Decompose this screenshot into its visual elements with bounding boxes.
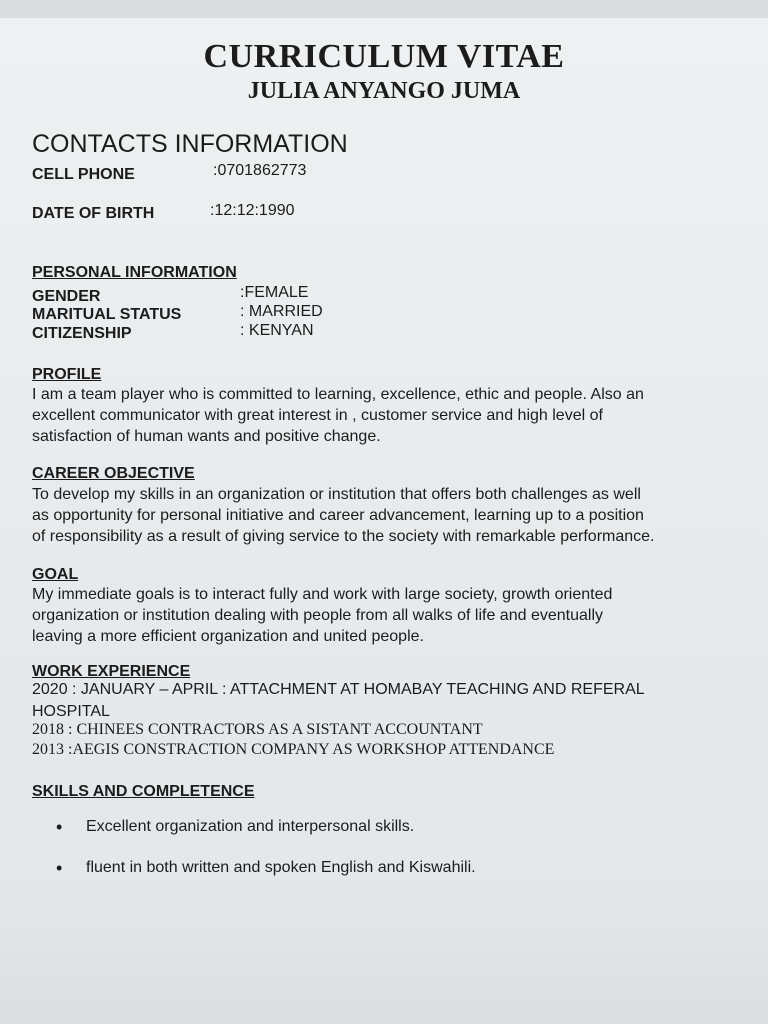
- career-objective-text: [32, 474, 752, 547]
- personal-info-heading: PERSONAL INFORMATION: [32, 264, 237, 281]
- career-objective-line: as opportunity for personal initiative and career advancement, learning up to a position: [32, 507, 644, 524]
- applicant-name: JULIA ANYANGO JUMA: [247, 78, 521, 104]
- goal-line: My immediate goals is to interact fully and work with large society, growth oriented: [32, 586, 613, 603]
- gender-label: GENDER: [32, 288, 101, 305]
- list-item: • fluent in both written and spoken English and Kiswahili.: [56, 859, 476, 900]
- citizenship-value: : KENYAN: [240, 322, 314, 339]
- cv-page: [0, 18, 768, 1024]
- skills-heading: SKILLS AND COMPLETENCE: [32, 783, 255, 800]
- paper-shading: [0, 904, 768, 1024]
- citizenship-label: CITIZENSHIP: [32, 325, 132, 342]
- profile-line: I am a team player who is committed to learning, excellence, ethic and people. Also an: [32, 386, 644, 403]
- career-objective-heading: CAREER OBJECTIVE: [32, 465, 195, 482]
- profile-heading: PROFILE: [32, 366, 102, 383]
- goal-line: organization or institution dealing with people from all walks of life and eventually: [32, 607, 603, 624]
- goal-heading: GOAL: [32, 566, 79, 583]
- dob-value: :12:12:1990: [210, 202, 295, 219]
- work-entry-2020: 2020 : JANUARY – APRIL : ATTACHMENT AT HOMABAY TEACHING AND REFERAL: [32, 681, 645, 698]
- contacts-heading: CONTACTS INFORMATION: [32, 130, 348, 158]
- marital-value: : MARRIED: [240, 303, 323, 320]
- profile-line: excellent communicator with great interest in , customer service and high level of: [32, 407, 603, 424]
- career-objective-line: To develop my skills in an organization or institution that offers both challenges as well: [32, 486, 641, 503]
- list-item: • Excellent organization and interpersonal skills.: [56, 818, 476, 859]
- cell-phone-label: CELL PHONE: [32, 166, 135, 183]
- gender-value: :FEMALE: [240, 284, 309, 301]
- profile-line: satisfaction of human wants and positive change.: [32, 428, 381, 445]
- dob-label: DATE OF BIRTH: [32, 205, 155, 222]
- career-objective-line: of responsibility as a result of giving service to the society with remarkable performance.: [32, 528, 655, 545]
- goal-line: leaving a more efficient organization and united people.: [32, 628, 424, 645]
- skills-list: [56, 818, 476, 900]
- cv-title: CURRICULUM VITAE: [203, 38, 565, 75]
- marital-label: MARITUAL STATUS: [32, 306, 182, 323]
- profile-text: [32, 374, 752, 447]
- work-entry-2018: 2018 : CHINEES CONTRACTORS AS A SISTANT ACCOUNTANT: [32, 721, 483, 738]
- goal-text: [32, 574, 752, 647]
- work-entry-2013: 2013 :AEGIS CONSTRACTION COMPANY AS WORKSHOP ATTENDANCE: [32, 741, 555, 758]
- work-entry-2020-continued: HOSPITAL: [32, 703, 110, 720]
- work-experience-heading: WORK EXPERIENCE: [32, 663, 191, 680]
- cell-phone-value: :0701862773: [213, 162, 307, 179]
